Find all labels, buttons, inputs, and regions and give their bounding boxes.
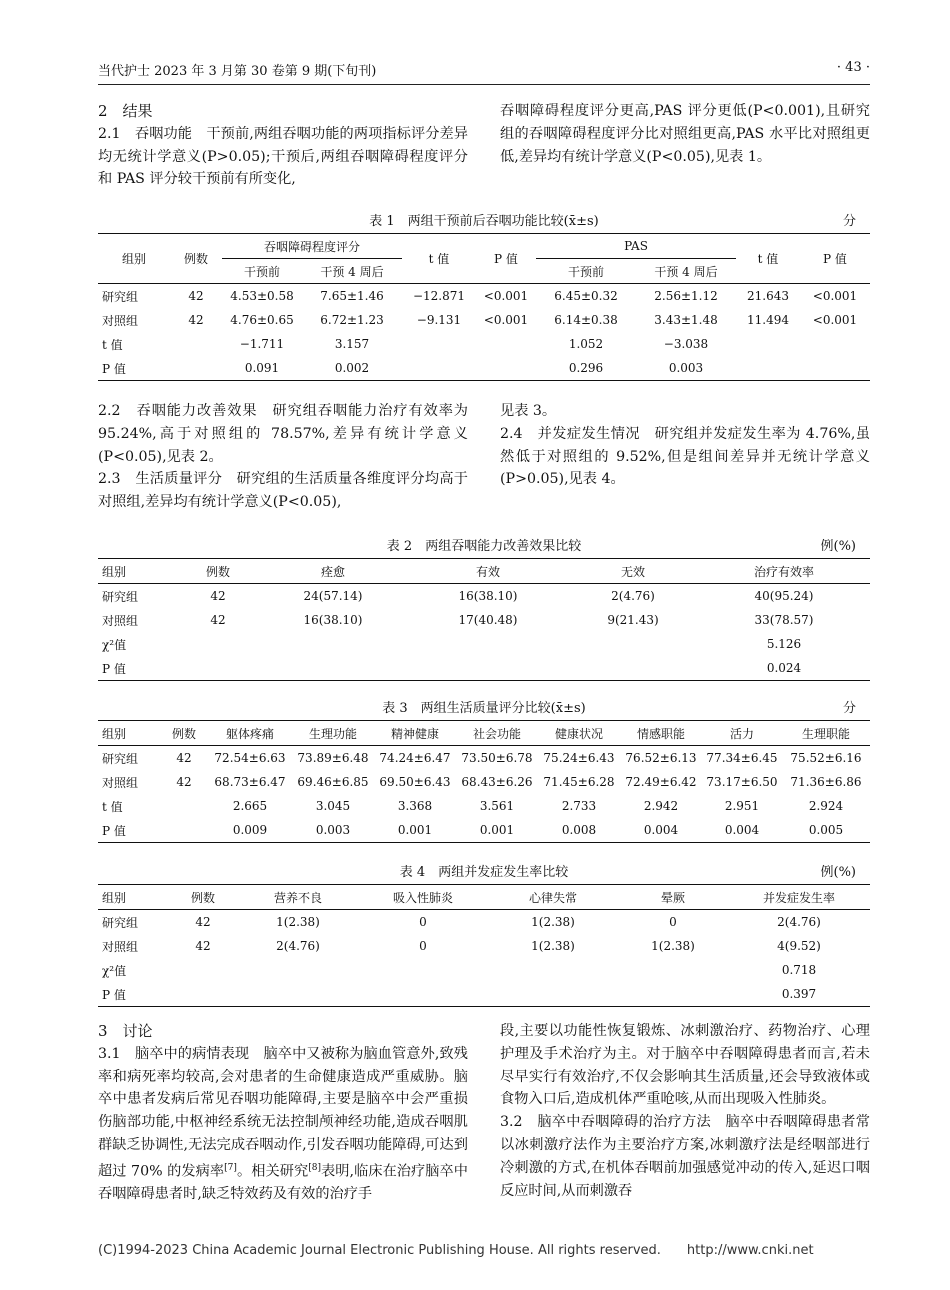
paragraph-3-1-text: 脑卒中又被称为脑血管意外,致残率和病死率均较高,会对患者的生命健康造成严重威胁。脑卒中患者发病后常见吞咽功能障碍,主要是脑卒中会严重损伤脑部功能,中枢神经系统无法控制颅神经功能,造成吞咽肌群缺乏协调性,无法完成吞咽动作,引发吞咽功能障碍,可达到超过 70% 的发病率: [98, 1045, 468, 1180]
table-header-cell: 组别: [98, 559, 178, 584]
table-1-header-group: 组别: [98, 234, 170, 284]
table-cell: t 值: [102, 337, 123, 352]
table-1-unit: 分: [842, 214, 856, 229]
table-cell: <0.001: [483, 289, 529, 303]
table-header-cell: 营养不良: [238, 885, 358, 910]
table-cell: 3.157: [334, 337, 370, 351]
right-column: [500, 100, 870, 191]
table-cell: χ²值: [102, 637, 127, 652]
table-header-cell: 晕厥: [618, 885, 728, 910]
table-3-unit: 分: [842, 701, 856, 716]
table-cell: [238, 958, 358, 982]
table-cell: [408, 632, 568, 656]
table-cell: [170, 332, 222, 356]
table-cell: −1.711: [239, 337, 285, 351]
table-cell: 71.45±6.28: [543, 775, 615, 789]
table-2-head: [98, 559, 870, 584]
table-2-unit: 例(%): [820, 539, 856, 554]
table-cell: 研究组: [102, 289, 139, 304]
subheading-3-2: 3.2 脑卒中吞咽障碍的治疗方法: [500, 1114, 712, 1131]
table-cell: 研究组: [102, 915, 139, 930]
table-1-header-p1: P 值: [476, 234, 536, 284]
table-cell: 42: [176, 751, 192, 765]
paragraph-2-3-continued: 见表 3。: [500, 403, 557, 419]
table-cell: 1(2.38): [531, 939, 575, 953]
table-cell: 4.76±0.65: [230, 313, 294, 327]
table-row: [98, 332, 870, 356]
table-3-body: [98, 746, 870, 843]
table-cell: 对照组: [102, 313, 139, 328]
table-cell: [476, 332, 536, 356]
table-cell: 42: [195, 915, 211, 929]
table-cell: [258, 632, 408, 656]
table-cell: 24(57.14): [303, 589, 363, 603]
paragraph-3-1-continued: 段,主要以功能性恢复锻炼、冰刺激治疗、药物治疗、心理护理及手术治疗为主。对于脑卒中吞咽障碍患者而言,若未尽早实行有效治疗,不仅会影响其生活质量,还会导致液体或食物入口后,造成机体严重呛咳,从而出现吸入性肺炎。: [500, 1023, 870, 1108]
paragraph-3-1-mid: 。相关研究: [236, 1163, 309, 1180]
table-header-cell: 有效: [408, 559, 568, 584]
table-cell: 0.002: [302, 356, 402, 381]
table-cell: [402, 356, 476, 381]
table-cell: [736, 356, 800, 381]
table-4: [98, 884, 870, 1007]
table-2-caption: 表 2 两组吞咽能力改善效果比较: [386, 539, 582, 554]
table-cell: <0.001: [812, 289, 858, 303]
table-1-header-t2: t 值: [736, 234, 800, 284]
table-3-caption: 表 3 两组生活质量评分比较(x̄±s): [382, 701, 586, 716]
table-4-unit: 例(%): [820, 865, 856, 880]
table-row: [98, 818, 870, 843]
table-cell: 42: [188, 313, 204, 327]
paragraph-3-1: [98, 1043, 468, 1206]
table-header-cell: 并发症发生率: [728, 885, 870, 910]
table-cell: 75.52±6.16: [790, 751, 862, 765]
table-cell: 1(2.38): [276, 915, 320, 929]
paragraph-2-4-text: 研究组并发症发生率为 4.76%,虽然低于对照组的 9.52%,但是组间差异并无统计学意义(P>0.05),见表 4。: [500, 425, 870, 488]
left-column: [98, 100, 468, 191]
table-cell: 0: [419, 939, 427, 953]
table-header-cell: 无效: [568, 559, 698, 584]
table-row: [98, 746, 870, 771]
table-cell: 42: [195, 939, 211, 953]
table-cell: 研究组: [102, 751, 139, 766]
table-header-row: [98, 885, 870, 910]
table-header-cell: 吸入性肺炎: [358, 885, 488, 910]
table-cell: [170, 356, 222, 381]
table-cell: 42: [210, 613, 226, 627]
table-cell: <0.001: [483, 313, 529, 327]
table-cell: 0.009: [208, 818, 292, 843]
table-header-cell: 心律失常: [488, 885, 618, 910]
table-cell: 7.65±1.46: [320, 289, 384, 303]
table-cell: 0.004: [620, 818, 702, 843]
table-cell: 对照组: [102, 939, 139, 954]
table-cell: [358, 982, 488, 1007]
table-1-header-pas-pre: 干预前: [536, 259, 636, 284]
reference-7: [7]: [224, 1162, 237, 1173]
table-header-cell: 生理职能: [782, 721, 870, 746]
table-cell: 2.942: [643, 799, 679, 813]
table-header-cell: 健康状况: [538, 721, 620, 746]
right-column-2: [500, 400, 870, 514]
reference-8: [8]: [308, 1162, 321, 1173]
table-cell: 0.718: [781, 963, 817, 977]
table-cell: 40(95.24): [754, 589, 814, 603]
table-1-header-pas: PAS: [536, 234, 736, 259]
table-cell: 1(2.38): [531, 915, 575, 929]
table-4-caption-row: [98, 861, 870, 880]
paragraph-2-3-text: 研究组的生活质量各维度评分均高于对照组,差异均有统计学意义(P<0.05),: [98, 471, 468, 511]
table-cell: P 值: [98, 818, 160, 843]
paragraph-2-4: [500, 423, 870, 491]
running-head-journal: 当代护士 2023 年 3 月第 30 卷第 9 期(下旬刊): [98, 64, 377, 79]
table-cell: 1.052: [568, 337, 604, 351]
table-cell: [238, 982, 358, 1007]
table-header-cell: 组别: [98, 885, 168, 910]
table-cell: 0.003: [292, 818, 374, 843]
table-cell: 0: [669, 915, 677, 929]
table-cell: [488, 958, 618, 982]
table-cell: 6.14±0.38: [554, 313, 618, 327]
table-cell: 0.091: [222, 356, 302, 381]
table-cell: 68.43±6.26: [461, 775, 533, 789]
table-cell: 17(40.48): [458, 613, 518, 627]
table-cell: [402, 332, 476, 356]
table-cell: 0.296: [536, 356, 636, 381]
table-row: [98, 608, 870, 632]
table-cell: [736, 332, 800, 356]
table-cell: 对照组: [102, 613, 139, 628]
table-3-caption-row: [98, 697, 870, 716]
table-cell: 0.397: [728, 982, 870, 1007]
table-1-caption-row: [98, 210, 870, 229]
table-cell: 9(21.43): [607, 613, 659, 627]
table-cell: 42: [210, 589, 226, 603]
table-cell: 2(4.76): [611, 589, 655, 603]
table-row: [98, 284, 870, 309]
table-header-cell: 例数: [160, 721, 208, 746]
table-cell: −3.038: [663, 337, 709, 351]
table-cell: 6.45±0.32: [554, 289, 618, 303]
paragraph-2-3: [98, 468, 468, 514]
table-cell: 2(4.76): [777, 915, 821, 929]
table-header-cell: 情感职能: [620, 721, 702, 746]
table-cell: 2.733: [561, 799, 597, 813]
subheading-2-1: 2.1 吞咽功能: [98, 125, 193, 142]
table-cell: 0.024: [698, 656, 870, 681]
table-row: [98, 794, 870, 818]
table-1: [98, 233, 870, 381]
table-row: [98, 934, 870, 958]
table-1-header-pas-post: 干预 4 周后: [636, 259, 736, 284]
table-header-cell: 痊愈: [258, 559, 408, 584]
section-2-2-to-2-4: [98, 400, 870, 514]
table-cell: 73.17±6.50: [706, 775, 778, 789]
table-1-header-n: 例数: [170, 234, 222, 284]
left-column-3: [98, 1020, 468, 1206]
table-1-caption: 表 1 两组干预前后吞咽功能比较(x̄±s): [369, 214, 599, 229]
table-header-cell: 活力: [702, 721, 782, 746]
table-1-header-t1: t 值: [402, 234, 476, 284]
table-cell: 75.24±6.43: [543, 751, 615, 765]
table-cell: [618, 982, 728, 1007]
table-cell: [800, 356, 870, 381]
table-header-row: [98, 721, 870, 746]
section-heading-results: 2 结果: [98, 102, 153, 120]
table-cell: [168, 958, 238, 982]
table-cell: 0.001: [456, 818, 538, 843]
table-cell: P 值: [98, 356, 170, 381]
table-cell: 42: [188, 289, 204, 303]
table-cell: [160, 818, 208, 843]
table-cell: 74.24±6.47: [379, 751, 451, 765]
table-cell: 16(38.10): [458, 589, 518, 603]
table-cell: 21.643: [747, 289, 789, 303]
table-1-header-post: 干预 4 周后: [302, 259, 402, 284]
table-row: [98, 584, 870, 609]
table-cell: [178, 632, 258, 656]
table-4-head: [98, 885, 870, 910]
subheading-2-4: 2.4 并发症发生情况: [500, 425, 640, 442]
paragraph-3-2: [500, 1111, 870, 1202]
paragraph-2-2-text: 研究组吞咽能力治疗有效率为 95.24%,高于对照组的 78.57%,差异有统计学意义(P<0.05),见表 2。: [98, 403, 468, 465]
table-header-cell: 精神健康: [374, 721, 456, 746]
table-cell: −12.871: [412, 289, 466, 303]
table-cell: χ²值: [102, 963, 127, 978]
subheading-3-1: 3.1 脑卒中的病情表现: [98, 1045, 250, 1062]
table-cell: [358, 958, 488, 982]
table-cell: 76.52±6.13: [625, 751, 697, 765]
table-cell: 11.494: [747, 313, 789, 327]
running-head: [98, 60, 870, 85]
table-1-header-pre: 干预前: [222, 259, 302, 284]
table-cell: 77.34±6.45: [706, 751, 778, 765]
table-header-cell: 治疗有效率: [698, 559, 870, 584]
table-cell: 3.561: [479, 799, 515, 813]
table-cell: 4.53±0.58: [230, 289, 294, 303]
table-cell: [160, 794, 208, 818]
table-cell: [476, 356, 536, 381]
table-cell: [408, 656, 568, 681]
table-cell: 2.924: [808, 799, 844, 813]
table-cell: [178, 656, 258, 681]
table-cell: [618, 958, 728, 982]
table-header-cell: 社会功能: [456, 721, 538, 746]
table-cell: 42: [176, 775, 192, 789]
table-cell: t 值: [102, 799, 123, 814]
table-cell: 73.50±6.78: [461, 751, 533, 765]
table-cell: [568, 656, 698, 681]
table-1-body: [98, 284, 870, 381]
table-cell: 16(38.10): [303, 613, 363, 627]
table-3: [98, 720, 870, 843]
table-cell: −9.131: [416, 313, 462, 327]
table-1-header-p2: P 值: [800, 234, 870, 284]
section-3-discussion: [98, 1020, 870, 1206]
table-2-body: [98, 584, 870, 681]
subheading-2-2: 2.2 吞咽能力改善效果: [98, 403, 258, 419]
table-row: [98, 656, 870, 681]
table-3-head: [98, 721, 870, 746]
table-row: [98, 982, 870, 1007]
table-cell: 68.73±6.47: [214, 775, 286, 789]
table-cell: [800, 332, 870, 356]
table-4-body: [98, 910, 870, 1007]
paragraph-2-1-text: 干预前,两组吞咽功能的两项指标评分差异均无统计学意义(P>0.05);干预后,两组吞咽障碍程度评分和 PAS 评分较干预前有所变化,: [98, 125, 468, 188]
table-cell: [568, 632, 698, 656]
table-cell: 72.54±6.63: [214, 751, 286, 765]
table-cell: 72.49±6.42: [625, 775, 697, 789]
table-header-cell: 躯体疼痛: [208, 721, 292, 746]
table-cell: 0.003: [636, 356, 736, 381]
table-cell: [258, 656, 408, 681]
table-cell: P 值: [98, 656, 178, 681]
paragraph-2-1: [98, 123, 468, 191]
table-header-cell: 例数: [168, 885, 238, 910]
page-number: · 43 ·: [836, 60, 870, 75]
left-column-2: [98, 400, 468, 514]
table-header-cell: 例数: [178, 559, 258, 584]
table-row: [98, 770, 870, 794]
table-cell: 2.665: [232, 799, 268, 813]
right-column-3: [500, 1020, 870, 1206]
table-cell: 0.008: [538, 818, 620, 843]
table-cell: [168, 982, 238, 1007]
table-cell: 2(4.76): [276, 939, 320, 953]
table-2-caption-row: [98, 535, 870, 554]
table-row: [98, 356, 870, 381]
table-cell: 2.951: [724, 799, 760, 813]
table-1-header-dysphagia: 吞咽障碍程度评分: [222, 234, 402, 259]
table-4-caption: 表 4 两组并发症发生率比较: [399, 865, 569, 880]
paragraph-3-1-end: 表明,临床在治疗脑卒中吞咽障碍患者时,缺乏特效药及有效的治疗手: [98, 1163, 468, 1203]
table-cell: 33(78.57): [754, 613, 814, 627]
table-cell: 6.72±1.23: [320, 313, 384, 327]
table-cell: 3.045: [315, 799, 351, 813]
journal-page: [98, 0, 870, 1290]
table-cell: 5.126: [766, 637, 802, 651]
table-header-cell: 生理功能: [292, 721, 374, 746]
table-cell: 0: [419, 915, 427, 929]
table-cell: 69.46±6.85: [297, 775, 369, 789]
table-cell: 0.005: [782, 818, 870, 843]
table-cell: 4(9.52): [777, 939, 821, 953]
table-cell: 2.56±1.12: [654, 289, 718, 303]
subheading-2-3: 2.3 生活质量评分: [98, 471, 223, 488]
table-row: [98, 958, 870, 982]
table-cell: 71.36±6.86: [790, 775, 862, 789]
copyright-footer: (C)1994-2023 China Academic Journal Electronic Publishing House. All rights reserved. http://www.cnki.net: [98, 1243, 814, 1258]
table-row: [98, 910, 870, 935]
section-2-intro: [98, 100, 870, 191]
table-cell: 3.368: [397, 799, 433, 813]
table-header-cell: 组别: [98, 721, 160, 746]
table-cell: 0.001: [374, 818, 456, 843]
table-cell: 对照组: [102, 775, 139, 790]
table-header-row: [98, 559, 870, 584]
paragraph-2-2: [98, 400, 468, 468]
table-cell: 69.50±6.43: [379, 775, 451, 789]
paragraph-3-2-text: 脑卒中吞咽障碍患者常以冰刺激疗法作为主要治疗方案,冰刺激疗法是经咽部进行冷刺激的方式,在机体吞咽前加强感觉冲动的传入,延迟口咽反应时间,从而刺激吞: [500, 1114, 870, 1199]
table-cell: 0.004: [702, 818, 782, 843]
section-heading-discussion: 3 讨论: [98, 1022, 153, 1040]
table-cell: 3.43±1.48: [654, 313, 718, 327]
table-cell: P 值: [98, 982, 168, 1007]
table-cell: 研究组: [102, 589, 139, 604]
table-cell: 1(2.38): [651, 939, 695, 953]
table-cell: <0.001: [812, 313, 858, 327]
table-cell: 73.89±6.48: [297, 751, 369, 765]
table-row: [98, 632, 870, 656]
paragraph-2-1-continued: 吞咽障碍程度评分更高,PAS 评分更低(P<0.001),且研究组的吞咽障碍程度评分比对照组更高,PAS 水平比对照组更低,差异均有统计学意义(P<0.05),见表 1。: [500, 103, 870, 165]
table-cell: [488, 982, 618, 1007]
table-2: [98, 558, 870, 681]
table-row: [98, 308, 870, 332]
